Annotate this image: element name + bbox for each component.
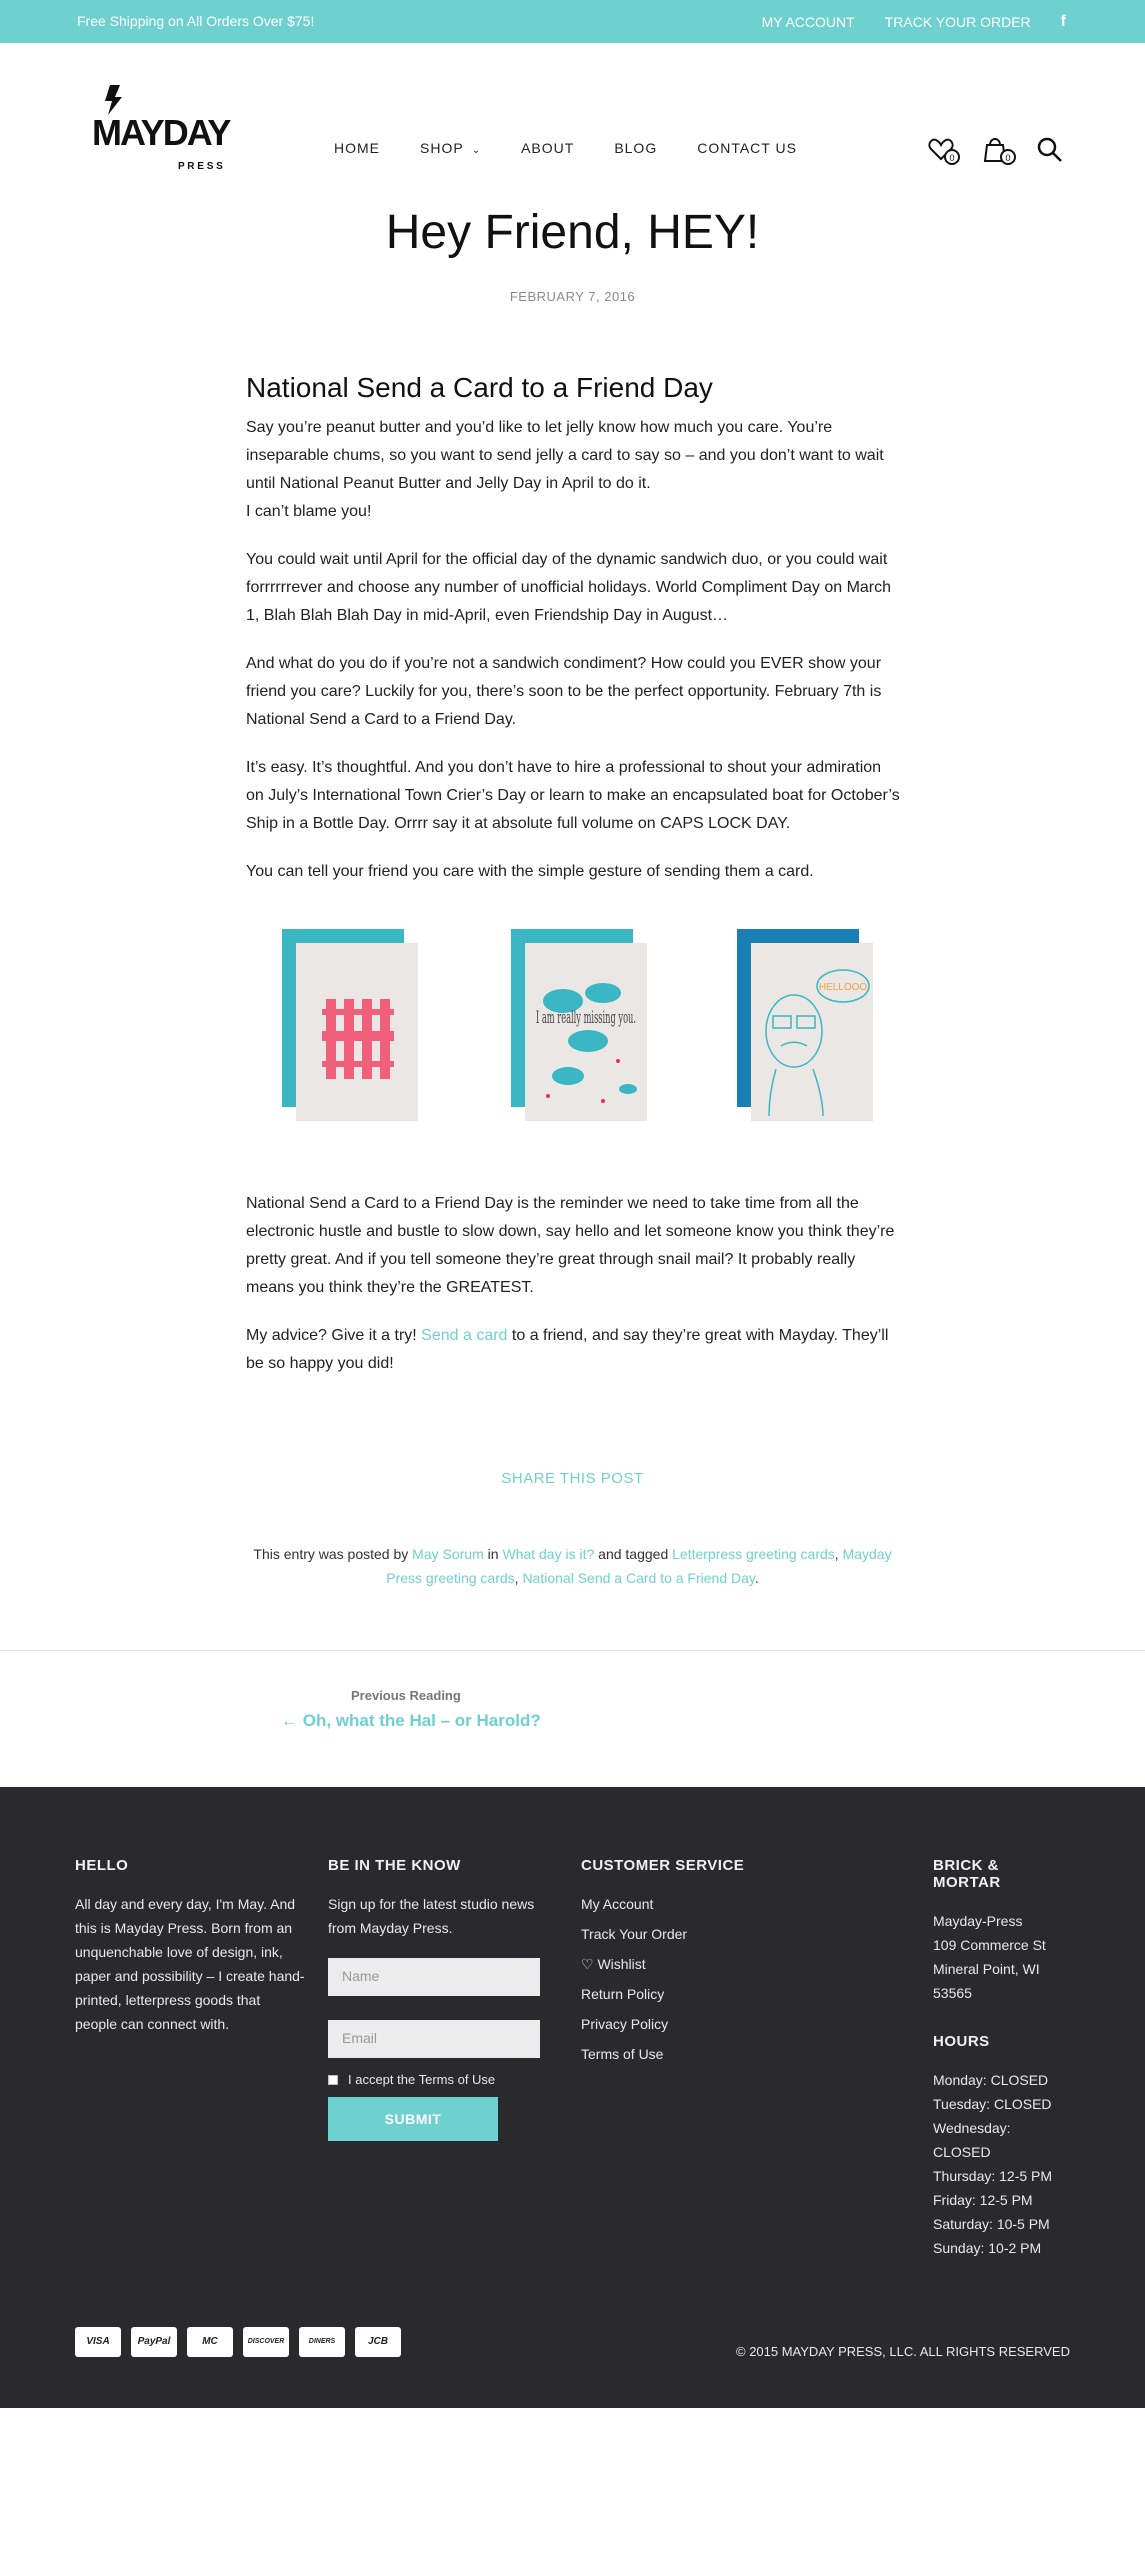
hours-line: Thursday: 12-5 PM bbox=[933, 2168, 1053, 2184]
meta-posted-by: This entry was posted by bbox=[253, 1546, 413, 1562]
footer-store bbox=[933, 1857, 1063, 2260]
header-icons bbox=[927, 133, 1063, 167]
terms-label: I accept the Terms of Use bbox=[348, 2072, 496, 2087]
newsletter-email-input[interactable]: Email bbox=[328, 2020, 540, 2058]
cart-icon[interactable] bbox=[981, 133, 1017, 167]
jcb-icon: JCB bbox=[355, 2327, 401, 2357]
footer-newsletter bbox=[328, 1857, 543, 2141]
post-heading: National Send a Card to a Friend Day bbox=[246, 372, 713, 403]
cs-link-wishlist[interactable]: ♡ Wishlist bbox=[581, 1956, 646, 1972]
paragraph-2: You could wait until April for the official day of the dynamic sandwich duo, or you could wait forrrrrrever and choose any number of unofficial holidays. World Compliment Day on March 1, Blah Blah Blah Day in mid-April, even Friendship Day in August… bbox=[246, 551, 892, 624]
paypal-icon: PayPal bbox=[131, 2327, 177, 2357]
meta-tagged: and tagged bbox=[594, 1546, 673, 1562]
diners-icon: DINERS bbox=[299, 2327, 345, 2357]
paragraph-4: It’s easy. It’s thoughtful. And you don’t have to hire a professional to shout your admiration on July’s International Town Crier’s Day or learn to make an encapsulated boat for October’s Ship in a Bottle Day. Orrrr say it at absolute full volume on CAPS LOCK DAY. bbox=[246, 759, 900, 832]
address-line: Mineral Point, WI bbox=[933, 1961, 1040, 1977]
post-meta: This entry was posted by May Sorum in What day is it? and tagged Letterpress greeting cards, Mayday Press greeting cards, National Send a Card to a Friend Day. bbox=[253, 1546, 892, 1586]
paragraph-1b: I can’t blame you! bbox=[246, 503, 372, 520]
footer-know-title: BE IN THE KNOW bbox=[328, 1857, 461, 1874]
terms-accept bbox=[328, 2072, 543, 2087]
hours-line: Wednesday: bbox=[933, 2120, 1011, 2136]
hours-line: Friday: 12-5 PM bbox=[933, 2192, 1033, 2208]
footer-store-title: BRICK & MORTAR bbox=[933, 1857, 1001, 1891]
cart-count: 0 bbox=[1005, 153, 1011, 163]
address-line: Mayday-Press bbox=[933, 1913, 1023, 1929]
address-line: 109 Commerce St bbox=[933, 1937, 1046, 1953]
paragraph-1: Say you’re peanut butter and you’d like to let jelly know how much you care. You’re inseparable chums, so you want to send jelly a card to say so – and you don’t want to wait until National Peanut Butter and Jelly Day in April to do it. bbox=[246, 419, 884, 492]
card-missing-you-text: I am really missing you. bbox=[536, 1008, 636, 1028]
category-link[interactable]: What day is it? bbox=[502, 1546, 595, 1562]
mastercard-icon: MC bbox=[187, 2327, 233, 2357]
discover-icon: DISCOVER bbox=[243, 2327, 289, 2357]
hours-line: Tuesday: CLOSED bbox=[933, 2096, 1052, 2112]
hours-line: Sunday: 10-2 PM bbox=[933, 2240, 1042, 2256]
paragraph-7 bbox=[246, 1322, 901, 1378]
address-line: 53565 bbox=[933, 1985, 972, 2001]
nav-blog[interactable]: BLOG bbox=[614, 140, 658, 156]
logo-wordmark: MAYDAY bbox=[92, 112, 230, 153]
main-nav bbox=[334, 140, 797, 156]
share-post-button[interactable]: SHARE THIS POST bbox=[501, 1470, 644, 1487]
cs-link-privacy-policy[interactable]: Privacy Policy bbox=[581, 2016, 669, 2032]
cs-link-return-policy[interactable]: Return Policy bbox=[581, 1986, 665, 2002]
footer-cs-title: CUSTOMER SERVICE bbox=[581, 1857, 745, 1874]
site-header bbox=[0, 43, 1145, 172]
copyright: © 2015 MAYDAY PRESS, LLC. ALL RIGHTS RESERVED bbox=[736, 2344, 1070, 2359]
tag-link-3[interactable]: National Send a Card to a Friend Day bbox=[522, 1570, 755, 1586]
nav-shop[interactable] bbox=[420, 140, 481, 156]
nav-shop-label: SHOP bbox=[420, 140, 464, 156]
tag-link-2[interactable]: Mayday Press greeting cards bbox=[386, 1546, 892, 1586]
author-link[interactable]: May Sorum bbox=[412, 1546, 484, 1562]
chevron-down-icon: ⌄ bbox=[471, 145, 482, 156]
paragraph-5: You can tell your friend you care with the simple gesture of sending them a card. bbox=[246, 863, 814, 880]
site-footer bbox=[0, 1787, 1145, 2408]
nav-about[interactable]: ABOUT bbox=[521, 140, 575, 156]
footer-hours-title: HOURS bbox=[933, 2033, 990, 2050]
track-order-link[interactable]: TRACK YOUR ORDER bbox=[884, 14, 1031, 30]
paragraph-3: And what do you do if you’re not a sandwich condiment? How could you EVER show your friend you care? Luckily for you, there’s soon to be the perfect opportunity. February 7th is National Send a Card to a Friend Day. bbox=[246, 655, 882, 728]
previous-label: Previous Reading bbox=[351, 1688, 461, 1703]
hours-line: CLOSED bbox=[933, 2144, 991, 2160]
footer-hello bbox=[75, 1857, 305, 2036]
divider bbox=[0, 1650, 1145, 1651]
greeting-cards-image bbox=[246, 906, 901, 1176]
logo-lightning-icon bbox=[105, 85, 122, 115]
newsletter-name-input[interactable]: Name bbox=[328, 1958, 540, 1996]
paragraph-7-after: to a friend, and say they’re great with Mayday. They’ll be so happy you did! bbox=[246, 1327, 889, 1372]
top-links bbox=[762, 13, 1066, 31]
wishlist-count: 0 bbox=[949, 153, 955, 163]
paragraph-6: National Send a Card to a Friend Day is the reminder we need to take time from all the electronic hustle and bustle to slow down, say hello and let someone know you think they’re pretty great. And if you tell someone they’re great through snail mail? It probably really means you think they’re the GREATEST. bbox=[246, 1195, 895, 1296]
card-hellooo-text: HELLOOO bbox=[818, 982, 868, 993]
card-hi-letters bbox=[322, 999, 394, 1079]
send-a-card-link[interactable]: Send a card bbox=[421, 1327, 508, 1344]
footer-hello-text: All day and every day, I'm May. And this is Mayday Press. Born from an unquenchable love of design, ink, paper and possibility – I create hand-printed, letterpress goods that people can connect with. bbox=[75, 1896, 305, 2032]
hours-line: Saturday: 10-5 PM bbox=[933, 2216, 1050, 2232]
paragraph-7-before: My advice? Give it a try! bbox=[246, 1327, 422, 1344]
mayday-press-logo[interactable] bbox=[90, 79, 270, 179]
post-title: Hey Friend, HEY! bbox=[385, 206, 760, 259]
meta-in: in bbox=[483, 1546, 503, 1562]
top-bar bbox=[0, 0, 1145, 43]
tag-link-1[interactable]: Letterpress greeting cards bbox=[672, 1546, 835, 1562]
search-icon[interactable] bbox=[1037, 137, 1063, 163]
cs-link-track-order[interactable]: Track Your Order bbox=[581, 1926, 688, 1942]
shipping-banner: Free Shipping on All Orders Over $75! bbox=[77, 13, 315, 29]
nav-contact[interactable]: CONTACT US bbox=[697, 140, 797, 156]
card-hi bbox=[276, 911, 436, 1141]
payment-methods bbox=[75, 2327, 401, 2357]
previous-post-link[interactable]: ← Oh, what the Hal – or Harold? bbox=[281, 1711, 541, 1730]
footer-customer-service bbox=[581, 1857, 781, 2072]
card-hellooo bbox=[731, 911, 891, 1141]
footer-hello-title: HELLO bbox=[75, 1857, 129, 1874]
nav-home[interactable]: HOME bbox=[334, 140, 380, 156]
wishlist-icon[interactable] bbox=[927, 133, 961, 167]
logo-subtitle: P R E S S bbox=[178, 161, 223, 172]
my-account-link[interactable]: MY ACCOUNT bbox=[761, 14, 855, 30]
card-missing-you bbox=[503, 911, 663, 1141]
facebook-icon[interactable]: f bbox=[1060, 13, 1066, 30]
post-content bbox=[246, 372, 901, 1398]
previous-post bbox=[281, 1688, 541, 1731]
cs-link-terms[interactable]: Terms of Use bbox=[581, 2046, 664, 2062]
post-date: FEBRUARY 7, 2016 bbox=[509, 289, 636, 304]
footer-know-text: Sign up for the latest studio news from Mayday Press. bbox=[328, 1896, 535, 1936]
terms-checkbox[interactable] bbox=[328, 2075, 338, 2085]
visa-icon: VISA bbox=[75, 2327, 121, 2357]
hours-line: Monday: CLOSED bbox=[933, 2072, 1049, 2088]
submit-button[interactable]: SUBMIT bbox=[328, 2097, 498, 2141]
cs-link-my-account[interactable]: My Account bbox=[581, 1896, 654, 1912]
